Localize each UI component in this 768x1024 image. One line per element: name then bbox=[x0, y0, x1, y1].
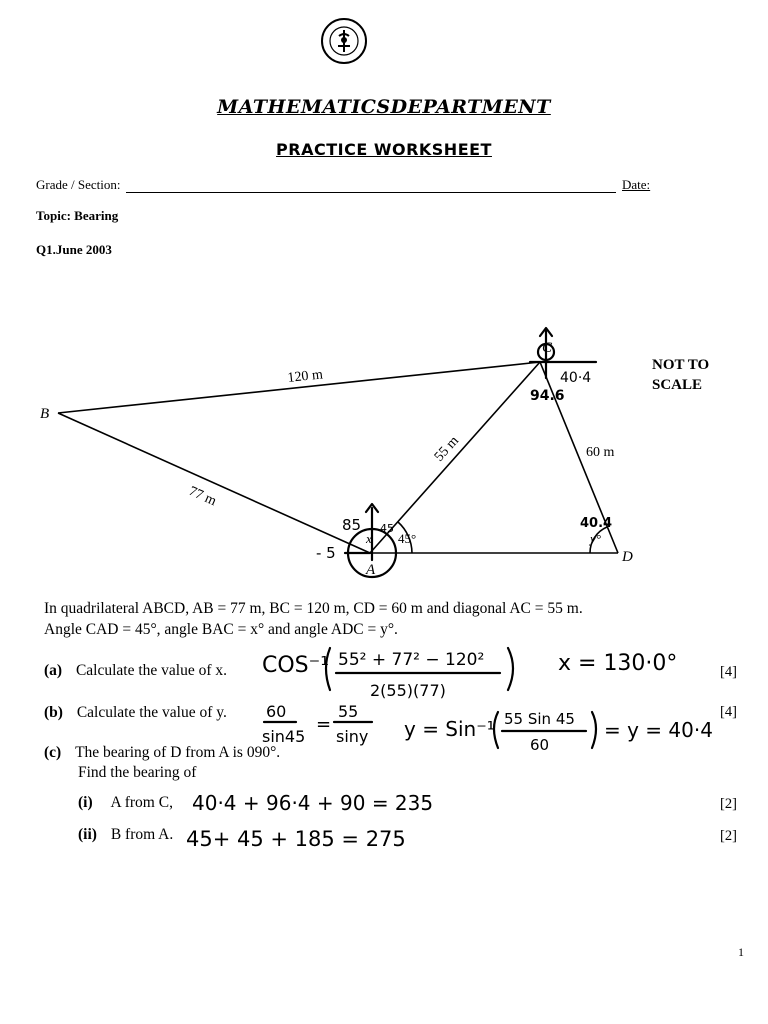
hw-c-ii: 45+ 45 + 185 = 275 bbox=[186, 827, 406, 851]
label-60m: 60 m bbox=[586, 445, 615, 460]
handwritten-answers bbox=[0, 630, 768, 860]
vertex-c: C bbox=[542, 340, 553, 356]
hw-b-f1-num: 60 bbox=[266, 702, 287, 721]
hw-a-num: 55² + 77² − 120² bbox=[338, 650, 485, 670]
worksheet-title: PRACTICE WORKSHEET bbox=[276, 140, 492, 159]
part-c-label: (c) bbox=[44, 744, 62, 761]
side-ba bbox=[58, 413, 370, 553]
part-c-ii-label: (ii) bbox=[78, 826, 97, 843]
part-c-i-label: (i) bbox=[78, 794, 93, 811]
vertex-a: A bbox=[366, 562, 376, 578]
part-a-label: (a) bbox=[44, 662, 63, 679]
part-c-text: The bearing of D from A is 090°. bbox=[75, 744, 281, 761]
label-120m: 120 m bbox=[286, 367, 324, 386]
date-label: Date: bbox=[622, 177, 651, 192]
stem-line-2: Angle CAD = 45°, angle BAC = x° and angle ADC = y°. bbox=[44, 621, 398, 638]
part-c-i-marks: [2] bbox=[720, 796, 737, 812]
page-number: 1 bbox=[738, 945, 744, 959]
label-55m: 55 m bbox=[431, 433, 462, 465]
hw-b-inner-den: 60 bbox=[530, 736, 550, 754]
vertex-d: D bbox=[622, 549, 633, 565]
question-number: Q1.June 2003 bbox=[36, 242, 112, 257]
hw-a-result: x = 130·0° bbox=[558, 651, 678, 676]
hw-a-minus5: - 5 bbox=[316, 544, 336, 562]
hw-b-f2-num: 55 bbox=[338, 702, 359, 721]
part-c-text2: Find the bearing of bbox=[78, 764, 197, 781]
school-logo bbox=[319, 16, 369, 66]
part-b-label: (b) bbox=[44, 704, 63, 721]
hw-a-45: 45 bbox=[380, 522, 394, 535]
part-c-ii-marks: [2] bbox=[720, 828, 737, 844]
part-c-ii-text: B from A. bbox=[110, 826, 174, 843]
label-angle-45: 45° bbox=[398, 531, 417, 546]
hw-b-f2-den: siny bbox=[336, 727, 369, 746]
hw-a-85: 85 bbox=[342, 516, 362, 534]
label-x: x bbox=[366, 531, 372, 546]
quadrilateral-diagram bbox=[0, 310, 768, 590]
hw-a-cos: COS⁻¹ bbox=[262, 653, 330, 678]
part-a-marks: [4] bbox=[720, 664, 737, 680]
part-b-marks: [4] bbox=[720, 704, 737, 720]
hw-b-f1-den: sin45 bbox=[262, 727, 306, 746]
part-b-text: Calculate the value of y. bbox=[76, 704, 227, 721]
hw-c-angle: 40·4 bbox=[560, 370, 592, 386]
hw-c-i: 40·4 + 96·4 + 90 = 235 bbox=[192, 791, 434, 815]
hw-b-result: = y = 40·4 bbox=[604, 718, 713, 742]
label-77m: 77 m bbox=[186, 483, 219, 510]
hw-a-den: 2(55)(77) bbox=[370, 681, 446, 700]
hw-d-angle: 40.4 bbox=[580, 516, 613, 531]
grade-section-label: Grade / Section: bbox=[36, 177, 121, 192]
part-a-text: Calculate the value of x. bbox=[75, 662, 228, 679]
hw-b-work: y = Sin⁻¹ bbox=[404, 717, 495, 741]
part-c-i-text: A from C, bbox=[110, 794, 173, 811]
vertex-b: B bbox=[40, 406, 50, 422]
hw-b-equals: = bbox=[316, 714, 332, 735]
topic-heading: Topic: Bearing bbox=[36, 208, 119, 223]
hw-c-angle2: 94.6 bbox=[530, 388, 565, 404]
label-y: y° bbox=[590, 531, 601, 546]
department-title: MATHEMATICSDEPARTMENT bbox=[217, 96, 551, 118]
not-to-scale-1: NOT TO bbox=[652, 357, 710, 373]
side-ac bbox=[370, 362, 540, 553]
hw-b-inner-num: 55 Sin 45 bbox=[504, 710, 575, 728]
not-to-scale-2: SCALE bbox=[652, 377, 703, 393]
stem-line-1: In quadrilateral ABCD, AB = 77 m, BC = 120 m, CD = 60 m and diagonal AC = 55 m. bbox=[44, 600, 583, 617]
grade-section-line bbox=[126, 192, 616, 193]
